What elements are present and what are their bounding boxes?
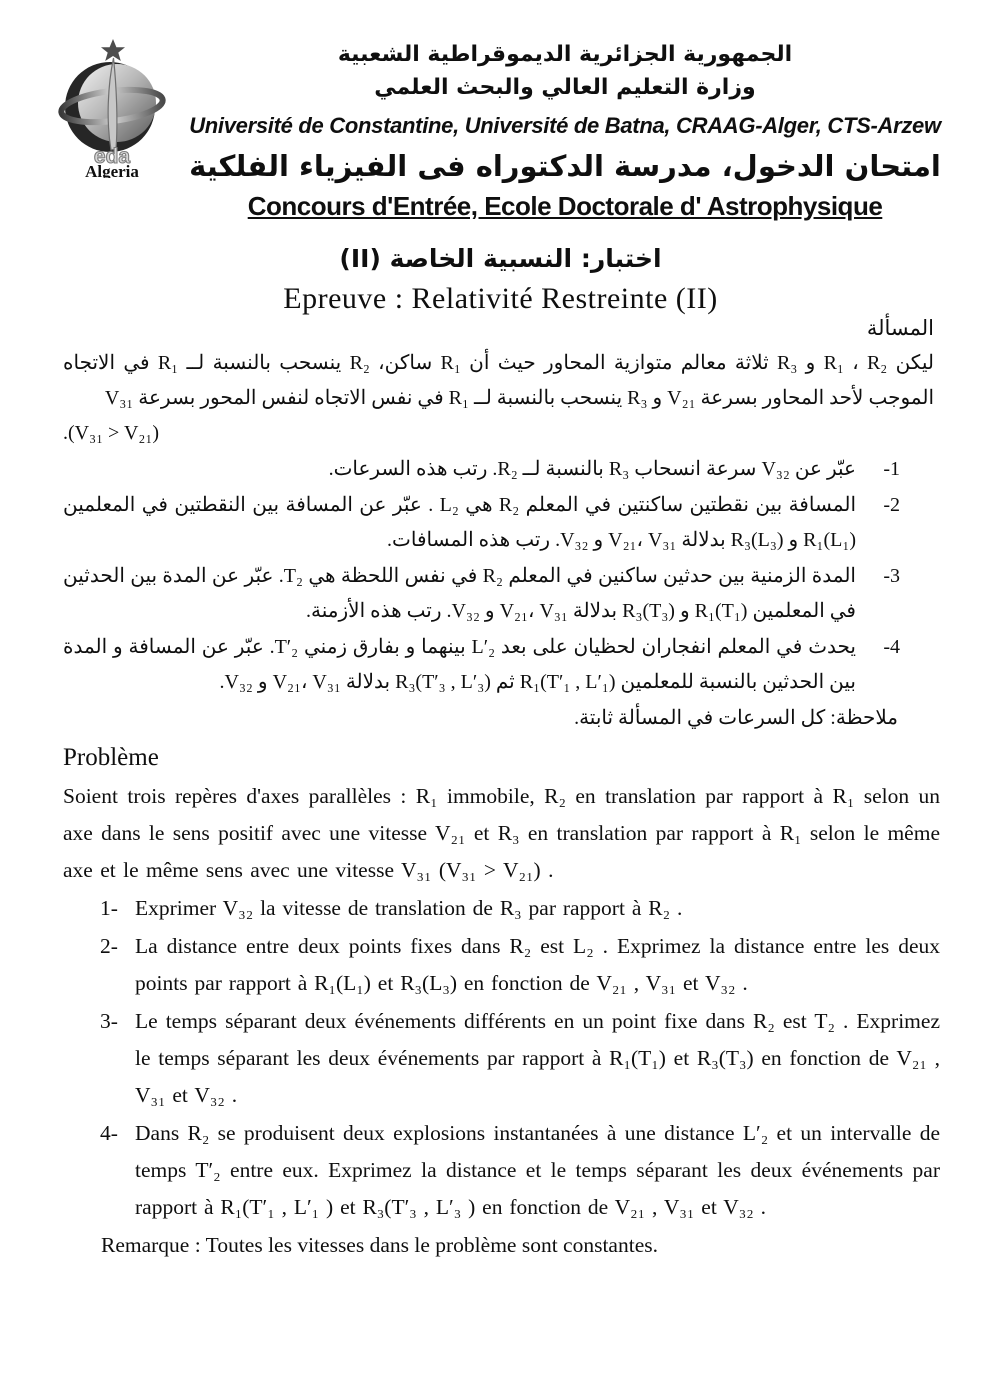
question-number: 3- — [100, 1009, 118, 1033]
subject-title-block — [63, 240, 938, 320]
globe-crescent-icon — [60, 58, 165, 152]
universities-line: Université de Constantine, Université de Batna, CRAAG-Alger, CTS-Arzew — [189, 113, 941, 138]
logo-acronym: eda — [93, 145, 131, 168]
eda-algeria-logo — [50, 38, 176, 178]
question-text: Dans R₂ se produisent deux explosions instantanées à une distance L′₂ et un intervalle de temps T′₂ entre eux. Exprimez la distance et le temps séparant les deux événements par rapport à R₁(T′₁ , L′₁ ) et R₃(T′₃ , L′₃ ) en fonction de V₂₁ , V₃₁ et V₃₂ . — [135, 1121, 940, 1219]
arabic-question-4 — [63, 630, 934, 700]
french-problem-heading: Problème — [63, 744, 159, 771]
subject-title-french: Epreuve : Relativité Restreinte (II) — [283, 282, 718, 315]
french-remark: Remarque : Toutes les vitesses dans le problème sont constantes. — [101, 1233, 658, 1257]
french-problem-intro: Soient trois repères d'axes parallèles : R₁ immobile, R₂ en translation par rapport à R₁ selon un axe dans le sens positif avec une vitesse V₂₁ et R₃ en translation par rapport à R₁ selon le même axe et le même sens avec une vitesse V₃₁ (V₃₁ > V₂₁) . — [63, 784, 940, 882]
republic-line-arabic: الجمهورية الجزائرية الديموقراطية الشعبية — [337, 42, 793, 67]
question-number: 3- — [883, 565, 900, 587]
french-question-1 — [63, 890, 940, 927]
arabic-question-2 — [63, 488, 934, 558]
question-text: Le temps séparant deux événements différents en un point fixe dans R₂ est T₂ . Exprimez le temps séparant les deux événements par rapport à R₁(T₁) et R₃(T₃) en fonction de V₂₁ , V₃₁ et V₃₂ . — [135, 1009, 940, 1107]
arabic-problem-section — [63, 311, 934, 736]
letterhead — [172, 38, 958, 226]
entrance-exam-line-arabic: امتحان الدخول، مدرسة الدكتوراه فى الفيزياء الفلكية — [189, 149, 941, 183]
arabic-note: ملاحظة: كل السرعات في المسألة ثابتة. — [574, 707, 898, 729]
french-question-3 — [63, 1003, 940, 1114]
arabic-problem-heading: المسألة — [866, 316, 934, 340]
arabic-problem-condition: .(V₃₁ > V₂₁) — [63, 422, 160, 444]
subject-title-arabic: اختبار: النسبية الخاصة (II) — [339, 244, 662, 273]
french-question-2 — [63, 928, 940, 1002]
question-text: المسافة بين نقطتين ساكنتين في المعلم R₂ هي L₂ . عبّر عن المسافة بين النقطتين في المعلمين R₁(L₁) و R₃(L₃) بدلالة V₂₁، V₃₁ و V₃₂. رتب هذه المسافات. — [63, 494, 856, 551]
question-number: 4- — [100, 1121, 118, 1145]
concours-title-line: Concours d'Entrée, Ecole Doctorale d' Astrophysique — [247, 191, 883, 221]
question-text: المدة الزمنية بين حدثين ساكنين في المعلم R₂ في نفس اللحظة هي T₂. عبّر عن المدة بين الحدثين في المعلمين R₁(T₁) و R₃(T₃) بدلالة V₂₁، V₃₁ و V₃₂. رتب هذه الأزمنة. — [63, 565, 856, 622]
arabic-problem-intro: ليكن R₁ ، R₂ و R₃ ثلاثة معالم متوازية المحاور حيث أن R₁ ساكن، R₂ ينسحب بالنسبة لــ R₁ في الاتجاه الموجب لأحد المحاور بسرعة V₂₁ و R₃ ينسحب بالنسبة لــ R₁ في نفس الاتجاه لنفس المحور بسرعة V₃₁ — [63, 352, 934, 409]
arabic-question-1 — [63, 452, 934, 487]
french-question-4 — [63, 1115, 940, 1226]
ministry-line-arabic: وزارة التعليم العالي والبحث العلمي — [374, 75, 756, 100]
logo-country-label: Algeria — [85, 162, 139, 178]
question-number: 4- — [883, 636, 900, 658]
arabic-question-3 — [63, 559, 934, 629]
question-number: 2- — [883, 494, 900, 516]
question-text: La distance entre deux points fixes dans R₂ est L₂ . Exprimez la distance entre les deux points par rapport à R₁(L₁) et R₃(L₃) en fonction de V₂₁ , V₃₁ et V₃₂ . — [135, 934, 940, 995]
logo-graphic — [50, 38, 176, 178]
question-text: يحدث في المعلم انفجاران لحظيان على بعد L′₂ بينهما و بفارق زمني T′₂. عبّر عن المسافة و المدة بين الحدثين بالنسبة للمعلمين R₁(T′₁ , L′₁) ثم R₃(T′₃ , L′₃) بدلالة V₂₁، V₃₁ و V₃₂. — [63, 636, 856, 693]
question-number: 1- — [883, 458, 900, 480]
question-text: عبّر عن V₃₂ سرعة انسحاب R₃ بالنسبة لــ R₂. رتب هذه السرعات. — [328, 458, 856, 480]
star-icon — [101, 39, 125, 61]
question-text: Exprimer V₃₂ la vitesse de translation de R₃ par rapport à R₂ . — [135, 896, 683, 920]
question-number: 2- — [100, 934, 118, 958]
french-problem-section — [63, 738, 940, 1264]
page-header — [0, 38, 996, 226]
question-number: 1- — [100, 896, 118, 920]
